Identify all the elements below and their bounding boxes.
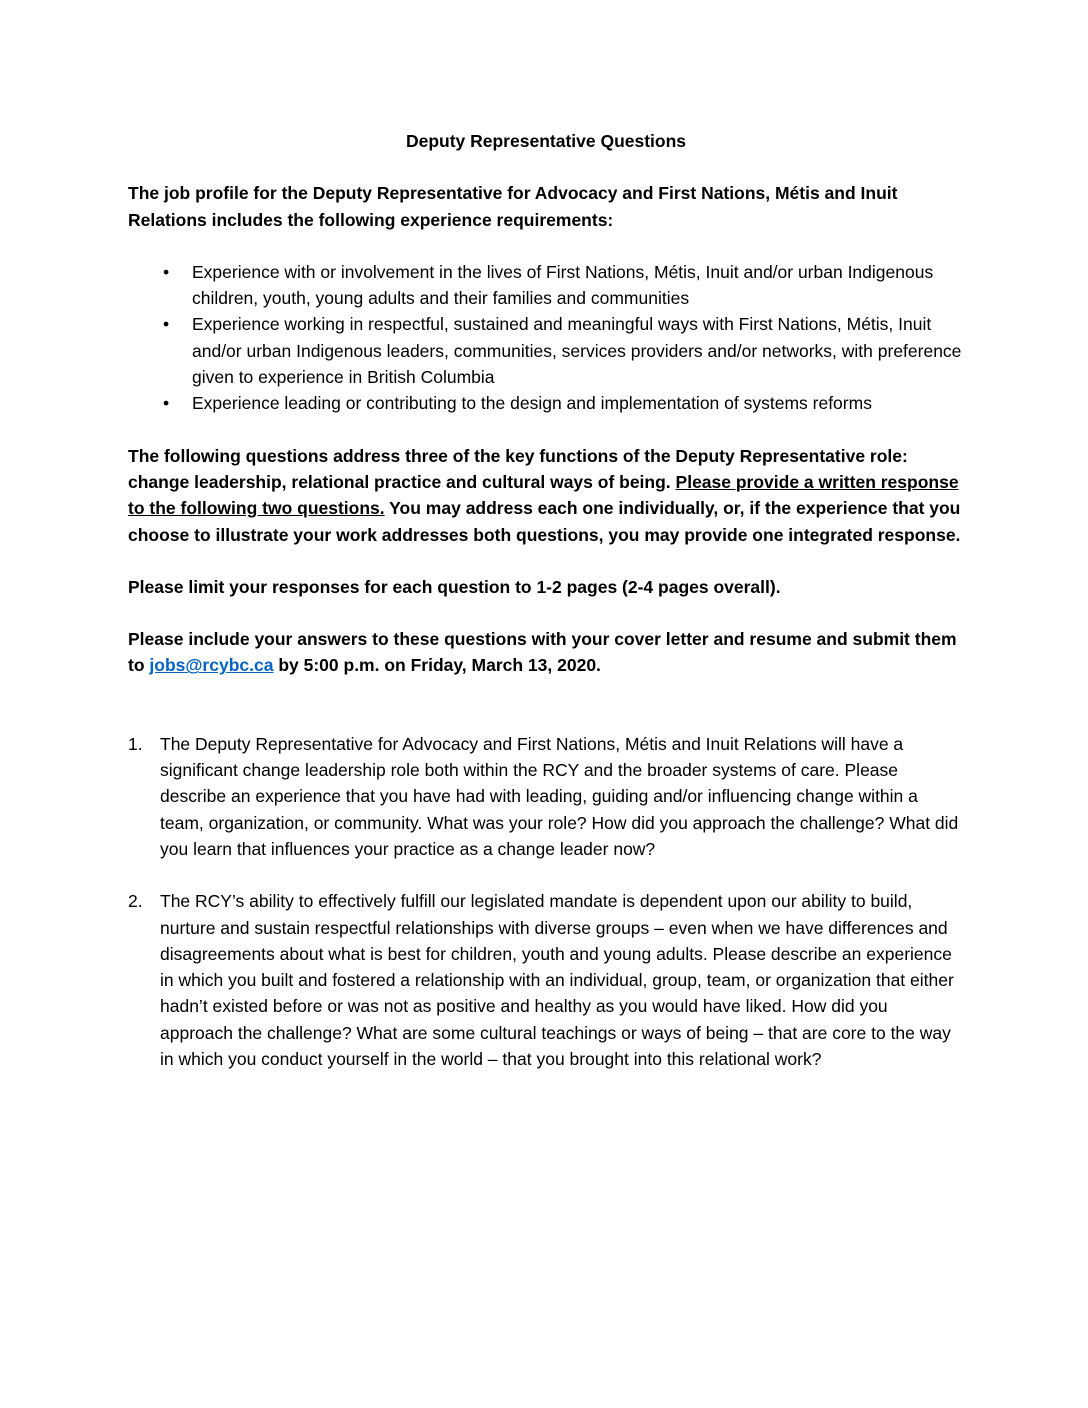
functions-underlined-instruction: Please provide a written response to the following two questions. [128, 471, 959, 519]
document-content [128, 128, 964, 1072]
requirements-list [128, 259, 964, 417]
requirement-item [128, 390, 964, 416]
document-title: Deputy Representative Questions [405, 131, 687, 151]
requirement-text: Experience with or involvement in the lives of First Nations, Métis, Inuit and/or urban Indigenous children, youth, young adults and their families and communities [192, 261, 934, 309]
functions-text-part2: You may address each one individually, or, if the experience that you choose to illustrate your work addresses both questions, you may provide one integrated response. [128, 498, 961, 545]
submission-paragraph [128, 626, 964, 679]
functions-paragraph [128, 443, 964, 548]
requirement-text: Experience working in respectful, sustained and meaningful ways with First Nations, Métis, Inuit and/or urban Indigenous leaders, communities, services providers and/or networks, with preference given to experience in British Columbia [192, 314, 962, 388]
requirement-item [128, 259, 964, 312]
question-text: The Deputy Representative for Advocacy and First Nations, Métis and Inuit Relations will have a significant change leadership role both within the RCY and the broader systems of care. Please describe an experience that you have had with leading, guiding and/or influencing change within a team, organization, or community. What was your role? How did you approach the challenge? What did you learn that influences your practice as a change leader now? [160, 733, 959, 859]
bullet-icon: • [163, 261, 170, 282]
question-number: 1. [128, 733, 143, 754]
email-link[interactable]: jobs@rcybc.ca [149, 655, 274, 676]
bullet-icon: • [163, 314, 170, 335]
submission-text-after: by 5:00 p.m. on Friday, March 13, 2020. [273, 655, 601, 676]
functions-text-part1: The following questions address three of the key functions of the Deputy Representative role: change leadership, relational practice and cultural ways of being. [128, 445, 908, 492]
submission-text-before: Please include your answers to these questions with your cover letter and resume and submit them to [128, 629, 957, 676]
bullet-icon: • [163, 393, 170, 414]
requirement-item [128, 311, 964, 390]
question-item [128, 731, 964, 862]
requirement-text: Experience leading or contributing to the design and implementation of systems reforms [192, 393, 872, 414]
intro-paragraph: The job profile for the Deputy Representative for Advocacy and First Nations, Métis and Inuit Relations includes the following experience requirements: [128, 183, 898, 230]
questions-list [128, 731, 964, 1073]
page-limit-paragraph: Please limit your responses for each question to 1-2 pages (2-4 pages overall). [128, 576, 781, 597]
question-text: The RCY’s ability to effectively fulfill our legislated mandate is dependent upon our ability to build, nurture and sustain respectful relationships with diverse groups – even when we have differences and disagreements about what is best for children, youth and young adults. Please describe an experience in which you built and fostered a relationship with an individual, group, team, or organization that either hadn’t existed before or was not as positive and healthy as you would have liked. How did you approach the challenge? What are some cultural teachings or ways of being – that are core to the way in which you conduct yourself in the world – that you brought into this relational work? [160, 891, 954, 1070]
question-item [128, 888, 964, 1072]
question-number: 2. [128, 891, 143, 912]
